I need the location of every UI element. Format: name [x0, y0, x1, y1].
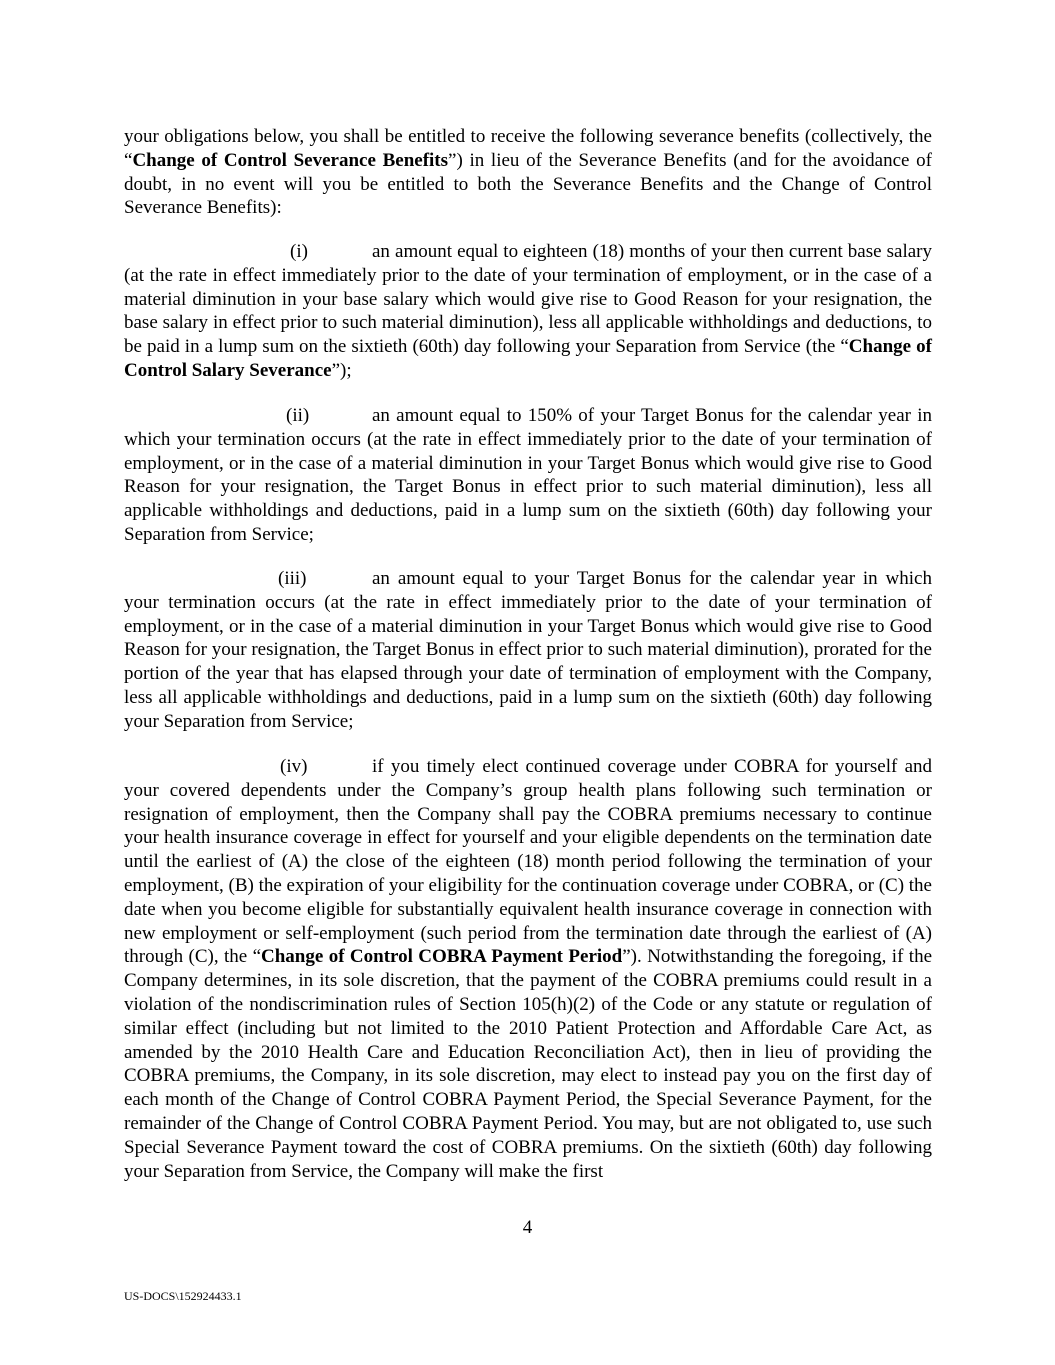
item-text: an amount equal to eighteen (18) months of your then current base salary (at the rate in effect immediately prior to the date of your termination of employment, or in the case of a material diminution in your base salary which would give rise to Good Reason for your resignation, the base salary in effect prior to such material diminution), less all applicable withholdings and deductions, to be paid in a lump sum on the sixtieth (60th) day following your Separation from Service (the “	[124, 241, 932, 358]
list-item-iv	[124, 755, 932, 1183]
list-item-ii	[124, 404, 932, 547]
defined-term-change-of-control-severance-benefits: Change of Control Severance Benefits	[132, 149, 449, 171]
item-text-end: ”). Notwithstanding the foregoing, if the Company determines, in its sole discretion, that the payment of the COBRA premiums could result in a violation of the nondiscrimination rules of Section 105(h)(2) of the Code or any statute or regulation of similar effect (including but not limited to the 2010 Patient Protection and Affordable Care Act, as amended by the 2010 Health Care and Education Reconciliation Act), then in lieu of providing the COBRA premiums, the Company, in its sole discretion, may elect to instead pay you on the first day of each month of the Change of Control COBRA Payment Period, the Special Severance Payment, for the remainder of the Change of Control COBRA Payment Period. You may, but are not obligated to, use such Special Severance Payment toward the cost of COBRA premiums. On the sixtieth (60th) day following your Separation from Service, the Company will make the first	[124, 946, 933, 1182]
item-text: an amount equal to 150% of your Target Bonus for the calendar year in which your termination occurs (at the rate in effect immediately prior to the date of your termination of employment, or in the case of a material diminution in your Target Bonus which would give rise to Good Reason for your resignation, the Target Bonus in effect prior to such material diminution), less all applicable withholdings and deductions, paid in a lump sum on the sixtieth (60th) day following your Separation from Service;	[124, 405, 932, 545]
intro-paragraph	[124, 125, 932, 220]
list-item-iii	[124, 567, 932, 734]
intro-text-1: your obligations below, you shall be entitled to receive the following severance benefits (collectively, the “	[124, 126, 932, 171]
item-text-end: ”);	[331, 359, 352, 381]
intro-text-2: ”) in lieu of the Severance Benefits (and for the avoidance of doubt, in no event will you be entitled to both the Severance Benefits and the Change of Control Severance Benefits):	[124, 149, 932, 219]
item-number: (iii)	[278, 568, 307, 589]
item-number: (iv)	[280, 756, 308, 777]
defined-term-change-of-control-salary-severance: Change of Control Salary Severance	[124, 336, 932, 381]
list-item-i	[124, 240, 932, 383]
item-number: (i)	[290, 241, 308, 262]
page-number: 4	[522, 1217, 533, 1238]
document-id: US-DOCS\152924433.1	[124, 1289, 242, 1303]
item-text: if you timely elect continued coverage under COBRA for yourself and your covered dependents under the Company’s group health plans following such termination or resignation of employment, then the Company shall pay the COBRA premiums necessary to continue your health insurance coverage in effect for yourself and your eligible dependents on the termination date until the earliest of (A) the close of the eighteen (18) month period following the termination of your employment, (B) the expiration of your eligibility for the continuation coverage under COBRA, or (C) the date when you become eligible for substantially equivalent health insurance coverage in connection with new employment or self-employment (such period from the termination date through the earliest of (A) through (C), the “	[124, 756, 932, 968]
defined-term-change-of-control-cobra-payment-period: Change of Control COBRA Payment Period	[261, 946, 623, 968]
item-text: an amount equal to your Target Bonus for the calendar year in which your termination occurs (at the rate in effect immediately prior to the date of your termination of employment, or in the case of a material diminution in your Target Bonus which would give rise to Good Reason for your resignation, the Target Bonus in effect prior to such material diminution), prorated for the portion of the year that has elapsed through your date of termination of employment with the Company, less all applicable withholdings and deductions, paid in a lump sum on the sixtieth (60th) day following your Separation from Service;	[124, 568, 932, 732]
item-number: (ii)	[286, 405, 310, 426]
